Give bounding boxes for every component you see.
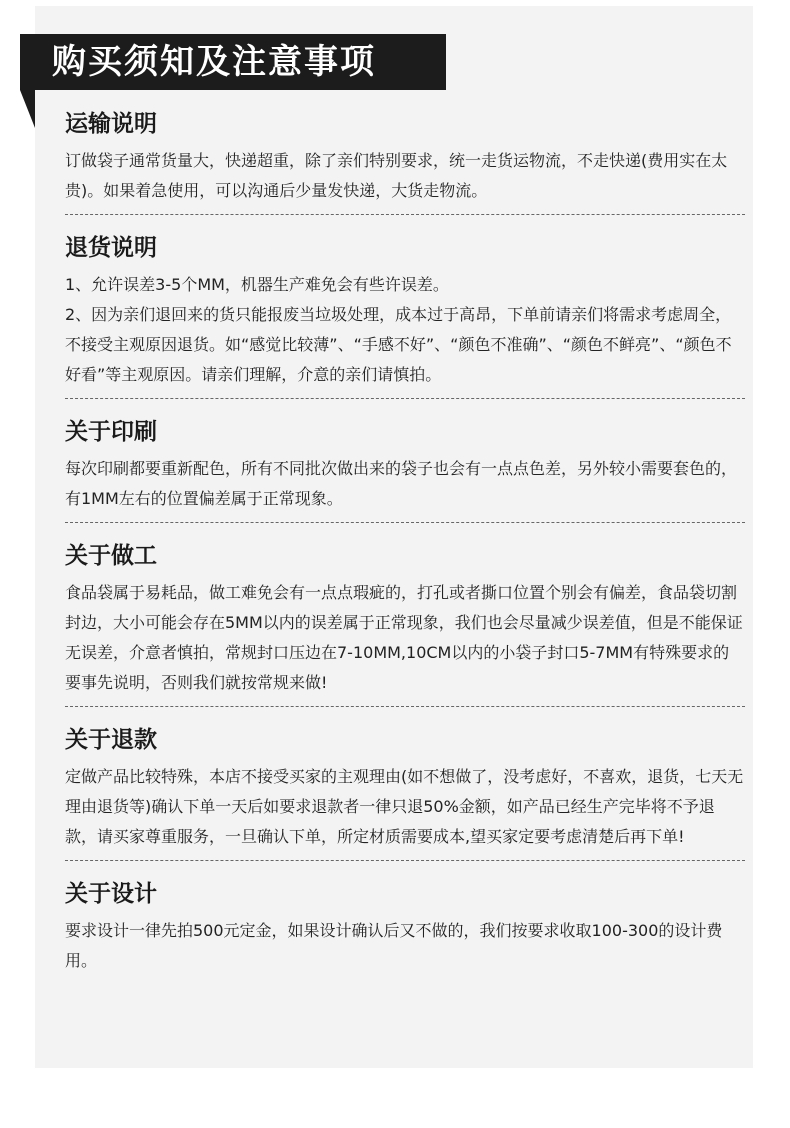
section-paragraph: 订做袋子通常货量大，快递超重，除了亲们特别要求，统一走货运物流，不走快递(费用实在太贵)。如果着急使用，可以沟通后少量发快递，大货走物流。 [65,151,728,200]
banner-fold-decoration [20,90,35,128]
section-shipping [65,104,745,215]
section-paragraph: 1、允许误差3-5个MM，机器生产难免会有些许误差。 [65,275,449,294]
section-title: 关于做工 [65,543,157,569]
section-title: 关于印刷 [65,419,157,445]
section-paragraph: 2、因为亲们退回来的货只能报废当垃圾处理，成本过于高昂，下单前请亲们将需求考虑周全，不接受主观原因退货。如“感觉比较薄”、“手感不好”、“颜色不准确”、“颜色不鲜亮”、“颜色不好看”等主观原因。请亲们理解，介意的亲们请慎拍。 [65,305,732,384]
section-title: 关于退款 [65,727,157,753]
section-refunds [65,720,745,861]
section-returns [65,228,745,399]
notice-content [65,104,745,997]
section-paragraph: 要求设计一律先拍500元定金，如果设计确认后又不做的，我们按要求收取100-300的设计费用。 [65,921,723,970]
section-paragraph: 食品袋属于易耗品，做工难免会有一点点瑕疵的，打孔或者撕口位置个别会有偏差，食品袋切割封边，大小可能会存在5MM以内的误差属于正常现象，我们也会尽量减少误差值，但是不能保证无误差，介意者慎拍，常规封口压边在7-10MM,10CM以内的小袋子封口5-7MM有特殊要求的要事先说明，否则我们就按常规来做! [65,583,743,692]
section-workmanship [65,536,745,707]
section-paragraph: 每次印刷都要重新配色，所有不同批次做出来的袋子也会有一点点色差，另外较小需要套色的，有1MM左右的位置偏差属于正常现象。 [65,459,738,508]
section-printing [65,412,745,523]
section-paragraph: 定做产品比较特殊，本店不接受买家的主观理由(如不想做了，没考虑好，不喜欢，退货，七天无理由退货等)确认下单一天后如要求退款者一律只退50%金额，如产品已经生产完毕将不予退款，请买家尊重服务，一旦确认下单，所定材质需要成本,望买家定要考虑清楚后再下单! [65,767,744,846]
section-title: 关于设计 [65,881,157,907]
section-design [65,874,745,984]
section-title: 退货说明 [65,235,157,261]
section-title: 运输说明 [65,111,157,137]
page-title: 购买须知及注意事项 [20,34,446,90]
